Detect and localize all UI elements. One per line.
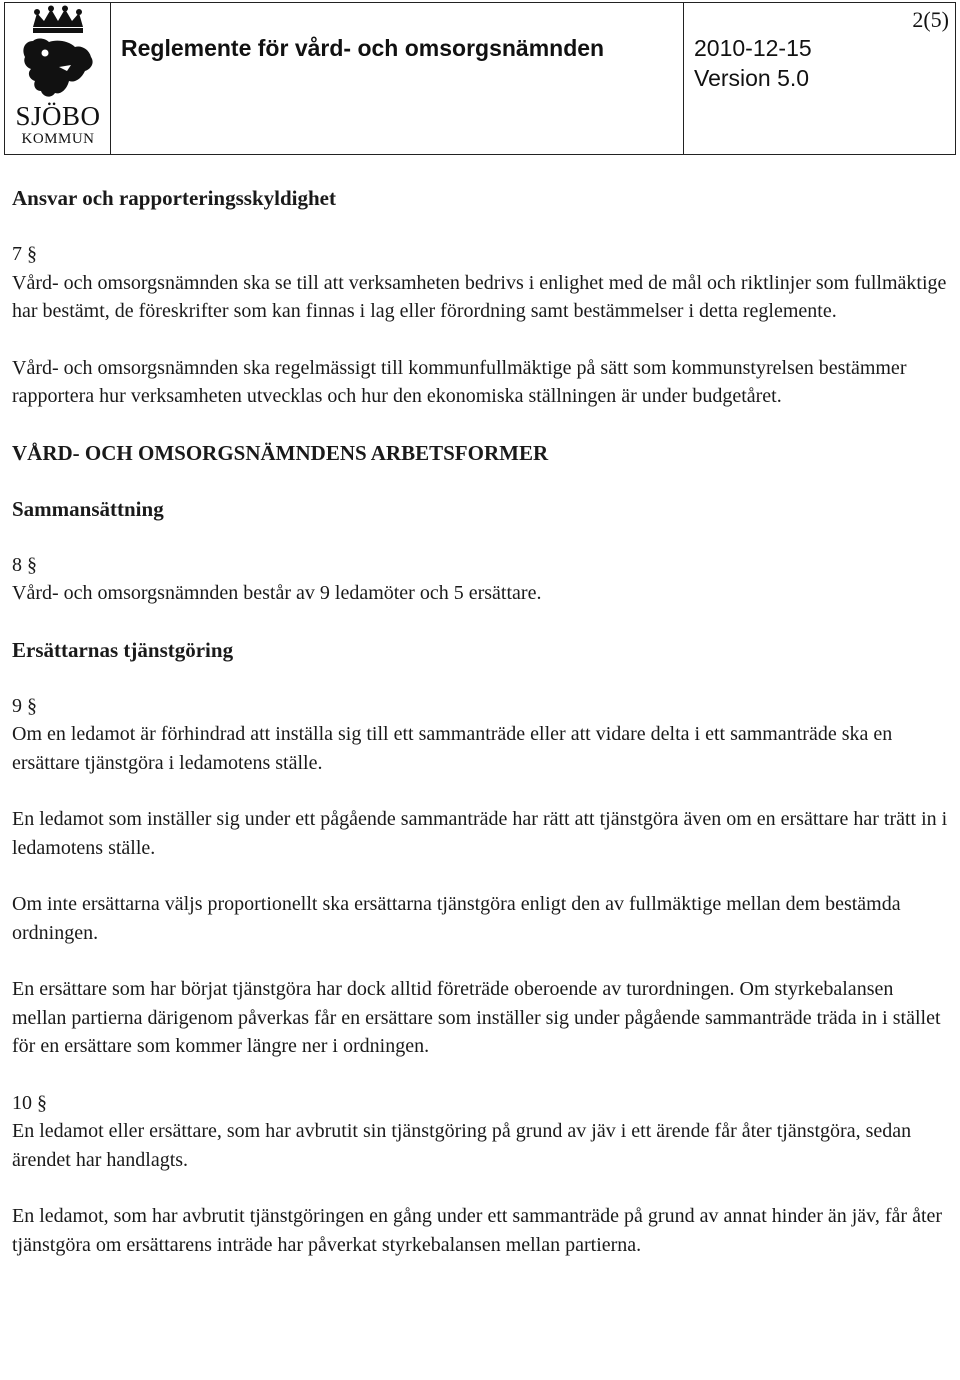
header-title-cell (111, 3, 684, 154)
section-number-9: 9 § (12, 694, 37, 717)
document-title: Reglemente för vård- och omsorgsnämnden (121, 35, 605, 61)
paragraph-10a: En ledamot eller ersättare, som har avbrutit sin tjänstgöring på grund av jäv i ett ärende får åter tjänstgöra, sedan ärendet har handlagts. (12, 1120, 912, 1171)
section-number-7: 7 § (12, 243, 37, 265)
section-number-8: 8 § (12, 553, 37, 576)
document-header (4, 2, 956, 155)
document-date: 2010-12-15 (694, 35, 812, 61)
municipality-logo (5, 3, 111, 154)
heading-ansvar: Ansvar och rapporteringsskyldighet (12, 186, 336, 210)
heading-ersattarnas-tjanstgoring: Ersättarnas tjänstgöring (12, 637, 234, 662)
heading-sammansattning: Sammansättning (12, 496, 164, 521)
paragraph-10b: En ledamot, som har avbrutit tjänstgöringen en gång under ett sammanträde på grund av annat hinder än jäv, får åter tjänstgöra om ersättarens inträde har påverkat styrkebalansen mellan partierna. (12, 1205, 943, 1256)
heading-arbetsformer: VÅRD- OCH OMSORGSNÄMNDENS ARBETSFORMER (12, 440, 549, 465)
document-body (12, 184, 952, 1259)
document-version: Version 5.0 (694, 65, 810, 91)
paragraph-9a: Om en ledamot är förhindrad att inställa sig till ett sammanträde eller att vidare delta i ett sammanträde ska en ersättare tjänstgöra i ledamotens ställe. (12, 723, 893, 774)
paragraph-9c: Om inte ersättarna väljs proportionellt ska ersättarna tjänstgöra enligt den av fullmäktige mellan dem bestämda ordningen. (12, 893, 901, 944)
header-meta-cell (684, 3, 955, 154)
paragraph-7a: Vård- och omsorgsnämnden ska se till att verksamheten bedrivs i enlighet med de mål och riktlinjer som fullmäktige har bestämt, de föreskrifter som kan finnas i lag eller förordning samt bestämmelser i detta reglemente. (12, 271, 947, 322)
logo-name: SJÖBO (15, 101, 101, 131)
page-number: 2(5) (912, 7, 949, 32)
paragraph-9d: En ersättare som har börjat tjänstgöra har dock alltid företräde oberoende av turordningen. Om styrkebalansen mellan partierna därigenom påverkas får en ersättare som inställer sig under pågående sammanträde träda in i stället för en ersättare som kommer längre ner i ordningen. (12, 978, 941, 1057)
logo-subtitle: KOMMUN (21, 131, 95, 147)
section-number-10: 10 § (12, 1091, 47, 1114)
paragraph-8a: Vård- och omsorgsnämnden består av 9 ledamöter och 5 ersättare. (12, 582, 542, 604)
paragraph-7b: Vård- och omsorgsnämnden ska regelmässigt till kommunfullmäktige på sätt som kommunstyrelsen bestämmer rapportera hur verksamheten utvecklas och hur den ekonomiska ställningen är under budgetåret. (12, 356, 907, 407)
paragraph-9b: En ledamot som inställer sig under ett pågående sammanträde har rätt att tjänstgöra även om en ersättare har trätt in i ledamotens ställe. (12, 808, 948, 859)
bear-crown-crest-icon (11, 5, 105, 101)
